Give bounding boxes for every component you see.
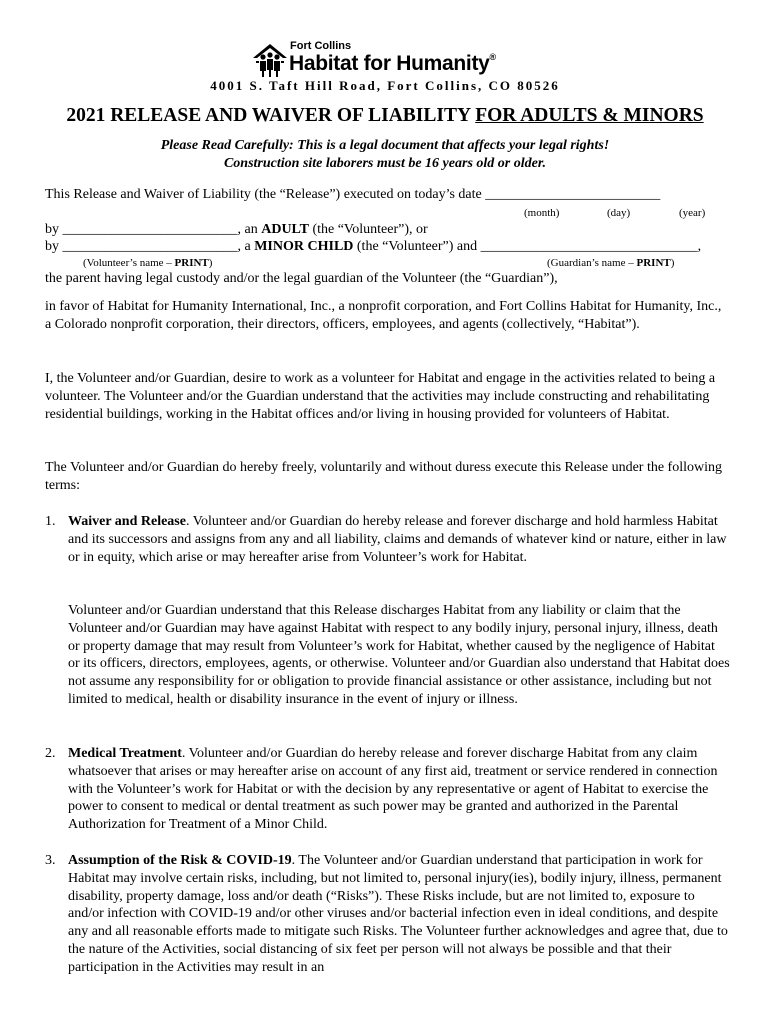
clause-heading: Assumption of the Risk & COVID-19: [68, 853, 292, 868]
clause-number: 1.: [45, 514, 56, 529]
clause-heading: Medical Treatment: [68, 746, 182, 761]
logo-name: [289, 52, 496, 76]
clause-waiver-release-continued: Volunteer and/or Guardian understand that this Release discharges Habitat from any liability or claim that the Volunteer and/or Guardian may have against Habitat with respect to any bodily injury, personal injury, illness, death or property damage that may result from Volunteer’s work for Habitat, whether caused by the negligence of Habitat or its officers, directors, employees, agents, or otherwise. Volunteer and/or Guardian also understand that Habitat does not assume any responsibility for or obligation to provide financial assistance or other assistance, including but not limited to medical, health or disability insurance in the event of injury or illness.: [68, 603, 730, 707]
adult-bold: ADULT: [261, 222, 309, 237]
subtitle-age: Construction site laborers must be 16 years old or older.: [223, 156, 547, 171]
clause-heading: Waiver and Release: [68, 514, 186, 529]
clause-medical-treatment: [45, 745, 730, 834]
guard-label-end: ): [670, 257, 675, 269]
registered-mark: ®: [489, 52, 496, 62]
clause-assumption-of-risk: [45, 852, 730, 977]
year-label: (year): [679, 207, 706, 219]
house-people-icon: [252, 42, 288, 78]
vol-label-text: (Volunteer’s name –: [83, 257, 175, 269]
adult-prefix: by _________________________, an: [45, 222, 262, 237]
volunteer-name-label: [83, 257, 212, 269]
clause-text: . Volunteer and/or Guardian do hereby release and forever discharge and hold harmless Habitat and its successors and assigns from any and all liability, claims and demands of whatever kind or nature, either in law or in equity, which arise or may hereafter arise from Volunteer’s work for Habitat.: [68, 514, 727, 565]
guard-label-bold: PRINT: [636, 257, 671, 269]
parent-line: the parent having legal custody and/or the legal guardian of the Volunteer (the “Guardian”),: [45, 271, 558, 286]
vol-label-end: ): [208, 257, 213, 269]
guard-label-text: (Guardian’s name –: [547, 257, 637, 269]
desire-paragraph: I, the Volunteer and/or Guardian, desire to work as a volunteer for Habitat and engage in the activities related to being a volunteer. The Volunteer and/or the Guardian understand that the activities may include constructing and rehabilitating residential buildings, working in the Habitat offices and/or living in housing provided for volunteers of Habitat.: [45, 371, 716, 422]
minor-bold: MINOR CHILD: [254, 239, 354, 254]
logo-city: Fort Collins: [290, 40, 352, 52]
clause-number: 2.: [45, 746, 56, 761]
clause-number: 3.: [45, 853, 56, 868]
adult-suffix: (the “Volunteer”), or: [308, 222, 428, 237]
minor-line: [45, 239, 701, 255]
minor-prefix: by _________________________, a: [45, 239, 255, 254]
title-main: 2021 RELEASE AND WAIVER OF LIABILITY: [66, 105, 476, 126]
clause-text: . The Volunteer and/or Guardian understand that participation in work for Habitat may involve certain risks, including, but not limited to, personal injury(ies), bodily injury, illness, permanent disability, property damage, loss and/or death (“Risks”). These Risks include, but are not limited to, exposure to and/or infection with COVID-19 and/or other viruses and/or bacterial infection even in ideal conditions, and despite any and all reasonable efforts made to mitigate such Risks. The Volunteer further acknowledges and agree that, due to the nature of the Activities, social distancing of six feet per person will not always be possible and that their participation in the Activities may result in an: [68, 853, 728, 975]
clause-waiver-release: [45, 513, 730, 566]
habitat-logo: [252, 40, 532, 80]
document-title: [0, 105, 770, 127]
terms-paragraph: The Volunteer and/or Guardian do hereby freely, voluntarily and without duress execute this Release under the following terms:: [45, 460, 722, 493]
clause-body: [68, 852, 730, 977]
minor-suffix: (the “Volunteer”) and _______________________________,: [353, 239, 702, 254]
title-underlined: FOR ADULTS & MINORS: [475, 105, 704, 126]
guardian-name-label: [547, 257, 674, 269]
clause-body: [68, 745, 730, 834]
logo-name-text: Habitat for Humanity: [289, 52, 490, 75]
month-label: (month): [524, 207, 560, 219]
clause-text: . Volunteer and/or Guardian do hereby release and forever discharge Habitat from any claim whatsoever that arises or may hereafter arise on account of any first aid, treatment or service rendered in connection with the Volunteer’s work for Habitat or with the decision by any representative or agent of Habitat to exercise the power to consent to medical or dental treatment as such power may be granted and authorized in the Parental Authorization for Treatment of a Minor Child.: [68, 746, 718, 833]
day-label: (day): [607, 207, 631, 219]
vol-label-bold: PRINT: [174, 257, 209, 269]
subtitle-warning: Please Read Carefully: This is a legal document that affects your legal rights!: [160, 138, 610, 153]
clause-body: [68, 513, 730, 566]
address: 4001 S. Taft Hill Road, Fort Collins, CO 80526: [210, 78, 560, 93]
date-line: This Release and Waiver of Liability (the “Release”) executed on today’s date _________________________: [45, 187, 661, 202]
adult-line: [45, 222, 428, 238]
favor-paragraph: in favor of Habitat for Humanity International, Inc., a nonprofit corporation, and Fort Collins Habitat for Humanity, Inc., a Colorado nonprofit corporation, their directors, officers, employees, and agents (collectively, “Habitat”).: [45, 299, 722, 332]
